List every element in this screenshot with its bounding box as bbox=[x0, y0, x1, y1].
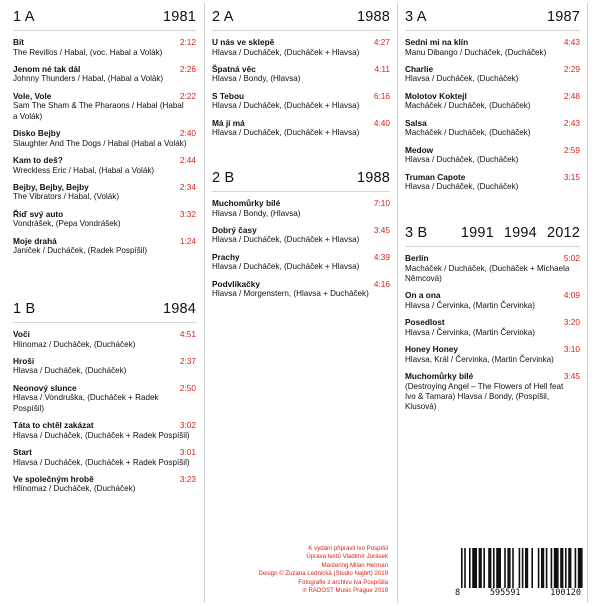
track-title: Muchomůrky bílé bbox=[405, 371, 474, 382]
side-years bbox=[461, 225, 580, 241]
side-year: 1994 bbox=[503, 225, 537, 241]
track-item bbox=[405, 37, 580, 58]
track-title: Jenom né tak dál bbox=[13, 63, 81, 74]
side-years bbox=[163, 301, 196, 317]
credit-line: Design © Zuzana Lednická (Studio Najbrt) 2019 bbox=[258, 570, 388, 578]
side-year: 2012 bbox=[546, 225, 580, 241]
track-credit: The Revillos / Habal, (voc. Habal a Volák) bbox=[13, 47, 163, 57]
track-duration: 5:02 bbox=[563, 253, 580, 263]
track-credit: Hlavsa / Ducháček, (Ducháček) bbox=[405, 155, 519, 165]
side-label: 2 B bbox=[212, 170, 235, 186]
track-title-row bbox=[13, 209, 196, 220]
track-title-row bbox=[405, 290, 580, 301]
side-header bbox=[13, 9, 196, 31]
side-years bbox=[357, 170, 390, 186]
side-header bbox=[13, 301, 196, 323]
track-item bbox=[13, 209, 196, 230]
track-duration: 2:12 bbox=[179, 37, 196, 47]
side-year: 1984 bbox=[162, 301, 196, 317]
barcode bbox=[453, 548, 583, 600]
track-title-row bbox=[13, 420, 196, 431]
track-credit: Hlavsa / Ducháček, (Ducháček + Radek Pospíšil) bbox=[13, 457, 190, 467]
side-1a bbox=[13, 9, 196, 263]
side-header bbox=[212, 9, 390, 31]
track-item bbox=[13, 447, 196, 468]
track-title: Posedlost bbox=[405, 317, 445, 328]
side-2b bbox=[212, 170, 390, 306]
track-credit: Vondrášek, (Pepa Vondrášek) bbox=[13, 219, 121, 229]
column-divider bbox=[397, 3, 398, 603]
barcode-digit-group: 100120 bbox=[550, 588, 581, 598]
track-duration: 1:24 bbox=[179, 235, 196, 246]
track-duration: 7:10 bbox=[373, 198, 390, 208]
track-credit: (Destroying Angel – The Flowers of Hell feat Ivo & Tamara) Hlavsa / Bondy, (Pospíšil, Klusová) bbox=[405, 381, 564, 412]
track-item bbox=[212, 37, 390, 58]
track-item bbox=[13, 356, 196, 377]
track-title: Špatná věc bbox=[212, 63, 256, 74]
track-title-row bbox=[405, 91, 580, 102]
barcode-digit-group: 8 bbox=[455, 588, 461, 598]
column-divider bbox=[587, 3, 588, 603]
side-label: 1 B bbox=[13, 301, 36, 317]
track-duration: 3:10 bbox=[563, 344, 580, 355]
track-item bbox=[13, 91, 196, 122]
track-title: Sedni mi na klín bbox=[405, 37, 469, 47]
track-title: Má jí má bbox=[212, 117, 245, 128]
track-title-row bbox=[13, 182, 196, 193]
track-duration: 4:40 bbox=[373, 117, 390, 128]
side-label: 2 A bbox=[212, 9, 234, 25]
track-credit: Macháček / Ducháček, (Ducháček) bbox=[405, 101, 531, 111]
track-title-row bbox=[13, 155, 196, 166]
side-1b bbox=[13, 301, 196, 501]
track-title-row bbox=[405, 371, 580, 382]
barcode-digits bbox=[453, 588, 583, 600]
track-title-row bbox=[212, 118, 390, 129]
track-title-row bbox=[13, 37, 196, 48]
track-title: Truman Capote bbox=[405, 171, 466, 182]
track-credit: Hlavsa / Ducháček, (Ducháček) bbox=[405, 74, 519, 84]
track-title: Bejby, Bejby, Bejby bbox=[13, 181, 89, 192]
track-duration: 2:34 bbox=[179, 181, 196, 192]
track-duration: 4:43 bbox=[563, 37, 580, 47]
side-label: 1 A bbox=[13, 9, 35, 25]
side-years bbox=[357, 9, 390, 25]
column-3 bbox=[405, 0, 580, 606]
track-item bbox=[212, 225, 390, 246]
track-title-row bbox=[212, 198, 390, 209]
track-credit: Hlavsa / Červinka, (Martin Červinka) bbox=[405, 300, 535, 310]
track-duration: 2:26 bbox=[179, 63, 196, 74]
track-title-row bbox=[212, 252, 390, 263]
track-credit: Hlavsa, Král / Červinka, (Martin Červinka) bbox=[405, 354, 554, 364]
side-label: 3 B bbox=[405, 225, 428, 241]
track-title: Táta to chtěl zakázat bbox=[13, 420, 94, 431]
track-item bbox=[13, 236, 196, 257]
track-duration: 2:43 bbox=[563, 117, 580, 128]
side-2a bbox=[212, 9, 390, 145]
track-item bbox=[405, 344, 580, 365]
track-credit: Hlavsa / Ducháček, (Ducháček + Hlavsa) bbox=[212, 101, 360, 111]
track-item bbox=[405, 172, 580, 193]
track-duration: 2:22 bbox=[179, 90, 196, 101]
track-duration: 2:29 bbox=[563, 63, 580, 74]
track-item bbox=[13, 64, 196, 85]
column-2 bbox=[212, 0, 390, 606]
track-item bbox=[405, 91, 580, 112]
track-title-row bbox=[405, 317, 580, 328]
track-title-row bbox=[13, 356, 196, 367]
track-title-row bbox=[405, 344, 580, 355]
track-title: Podvlíkačky bbox=[212, 278, 260, 289]
track-title-row bbox=[212, 64, 390, 75]
track-credit: Hlavsa / Ducháček, (Ducháček + Hlavsa) bbox=[212, 262, 360, 272]
track-title: Honey Honey bbox=[405, 344, 459, 355]
track-title-row bbox=[405, 64, 580, 75]
side-year: 1988 bbox=[356, 9, 390, 25]
track-title: Neonový slunce bbox=[13, 382, 77, 393]
credit-line: Úprava textů Vladimír Jurásek bbox=[306, 553, 388, 561]
track-duration: 3:45 bbox=[373, 224, 390, 235]
track-title: Řiď svý auto bbox=[13, 208, 64, 219]
track-title: Voči bbox=[13, 329, 30, 339]
track-credit: Hlavsa / Ducháček, (Ducháček + Hlavsa) bbox=[212, 47, 360, 57]
track-duration: 3:20 bbox=[563, 317, 580, 328]
track-duration: 6:16 bbox=[373, 90, 390, 101]
track-credit: Wreckless Eric / Habal, (Habal a Volák) bbox=[13, 165, 155, 175]
track-item bbox=[212, 118, 390, 139]
track-credit: Hlavsa / Ducháček, (Ducháček) bbox=[13, 366, 127, 376]
track-title-row bbox=[405, 37, 580, 48]
track-title: Charlie bbox=[405, 63, 434, 74]
track-title: Berlín bbox=[405, 253, 429, 263]
side-3a bbox=[405, 9, 580, 198]
track-title: Start bbox=[13, 447, 32, 458]
track-duration: 4:16 bbox=[373, 278, 390, 289]
side-year: 1988 bbox=[356, 170, 390, 186]
track-title-row bbox=[405, 118, 580, 129]
side-years bbox=[547, 9, 580, 25]
side-year: 1987 bbox=[546, 9, 580, 25]
track-credit: Macháček / Ducháček, (Ducháček) bbox=[405, 128, 531, 138]
track-duration: 3:23 bbox=[179, 473, 196, 484]
track-duration: 3:32 bbox=[179, 208, 196, 219]
side-year: 1981 bbox=[162, 9, 196, 25]
track-credit: Hlavsa / Červinka, (Martin Červinka) bbox=[405, 327, 535, 337]
track-title: Medow bbox=[405, 144, 434, 155]
track-title: S Tebou bbox=[212, 90, 245, 101]
track-title-row bbox=[212, 37, 390, 48]
track-credit: Hlavsa / Ducháček, (Ducháček + Hlavsa) bbox=[212, 128, 360, 138]
track-item bbox=[13, 37, 196, 58]
track-duration: 2:44 bbox=[179, 155, 196, 166]
track-title: Dobrý časy bbox=[212, 224, 257, 235]
track-duration: 4:51 bbox=[179, 329, 196, 339]
track-item bbox=[13, 329, 196, 350]
track-title: Vole, Vole bbox=[13, 90, 52, 101]
track-item bbox=[13, 420, 196, 441]
side-3b bbox=[405, 225, 580, 419]
track-duration: 4:27 bbox=[373, 37, 390, 47]
track-title-row bbox=[13, 64, 196, 75]
track-duration: 2:37 bbox=[179, 355, 196, 366]
side-year: 1991 bbox=[460, 225, 494, 241]
column-1 bbox=[13, 0, 196, 606]
track-title-row bbox=[13, 383, 196, 394]
track-credit: Janiček / Ducháček, (Radek Pospíšil) bbox=[13, 246, 148, 256]
track-item bbox=[212, 91, 390, 112]
track-title: Prachy bbox=[212, 251, 240, 262]
track-title-row bbox=[212, 91, 390, 102]
track-title: Moje drahá bbox=[13, 235, 57, 246]
track-item bbox=[405, 64, 580, 85]
track-credit: Hlinomaz / Ducháček, (Ducháček) bbox=[13, 484, 136, 494]
credit-line: ℗ RADOST Music Prague 2019 bbox=[302, 587, 388, 595]
barcode-digit-group: 595591 bbox=[489, 588, 521, 598]
side-header bbox=[405, 225, 580, 247]
track-title-row bbox=[13, 329, 196, 340]
track-item bbox=[13, 182, 196, 203]
track-credit: Hlavsa / Ducháček, (Ducháček + Radek Pospíšil) bbox=[13, 430, 190, 440]
track-title: Ve společným hrobě bbox=[13, 473, 94, 484]
track-duration: 3:01 bbox=[179, 447, 196, 458]
track-duration: 4:11 bbox=[374, 63, 390, 74]
track-title-row bbox=[13, 128, 196, 139]
side-label: 3 A bbox=[405, 9, 427, 25]
track-title: Bít bbox=[13, 37, 25, 47]
track-title-row bbox=[212, 225, 390, 236]
track-item bbox=[405, 118, 580, 139]
track-item bbox=[212, 252, 390, 273]
track-item bbox=[212, 198, 390, 219]
track-credit: Manu Dibango / Ducháček, (Ducháček) bbox=[405, 47, 547, 57]
track-duration: 2:48 bbox=[563, 90, 580, 101]
track-credit: Hlavsa / Vondruška, (Ducháček + Radek Pospíšil) bbox=[13, 393, 159, 413]
side-header bbox=[405, 9, 580, 31]
track-item bbox=[13, 128, 196, 149]
track-title-row bbox=[13, 474, 196, 485]
track-title: Molotov Koktejl bbox=[405, 90, 467, 101]
track-title-row bbox=[405, 145, 580, 156]
track-duration: 2:40 bbox=[179, 128, 196, 139]
side-header bbox=[212, 170, 390, 192]
track-credit: Slaughter And The Dogs / Habal (Habal a Volák) bbox=[13, 138, 187, 148]
track-title: On a ona bbox=[405, 290, 441, 301]
track-item bbox=[405, 317, 580, 338]
track-title: U nás ve sklepě bbox=[212, 37, 275, 47]
track-title: Salsa bbox=[405, 117, 427, 128]
track-duration: 4:09 bbox=[563, 290, 580, 301]
track-item bbox=[212, 64, 390, 85]
track-title-row bbox=[405, 253, 580, 264]
track-credit: Hlavsa / Ducháček, (Ducháček + Hlavsa) bbox=[212, 235, 360, 245]
track-item bbox=[405, 371, 580, 413]
track-title-row bbox=[13, 91, 196, 102]
track-item bbox=[13, 155, 196, 176]
track-item bbox=[13, 474, 196, 495]
track-duration: 3:45 bbox=[563, 371, 580, 382]
track-duration: 3:15 bbox=[563, 171, 580, 182]
track-title: Muchomůrky bílé bbox=[212, 198, 281, 208]
track-item bbox=[212, 279, 390, 300]
track-title: Hroši bbox=[13, 355, 35, 366]
track-title: Disko Bejby bbox=[13, 128, 61, 139]
track-item bbox=[13, 383, 196, 414]
track-title-row bbox=[13, 447, 196, 458]
track-credit: Johnny Thunders / Habal, (Habal a Volák) bbox=[13, 74, 164, 84]
track-title-row bbox=[13, 236, 196, 247]
column-divider bbox=[204, 3, 205, 603]
track-duration: 2:59 bbox=[563, 144, 580, 155]
track-duration: 4:39 bbox=[373, 251, 390, 262]
track-title: Kam to deš? bbox=[13, 155, 63, 166]
side-years bbox=[163, 9, 196, 25]
credit-line: Fotografie z archivu Iva Pospíšila bbox=[298, 578, 388, 586]
track-duration: 2:50 bbox=[179, 382, 196, 393]
track-item bbox=[405, 290, 580, 311]
track-credit: Sam The Sham & The Pharaons / Habal (Habal a Volák) bbox=[13, 101, 184, 121]
track-credit: Hlavsa / Bondy, (Hlavsa) bbox=[212, 208, 301, 218]
track-credit: Hlinomaz / Ducháček, (Ducháček) bbox=[13, 339, 136, 349]
track-duration: 3:02 bbox=[179, 420, 196, 431]
track-credit: Hlavsa / Bondy, (Hlavsa) bbox=[212, 74, 301, 84]
track-credit: Macháček / Ducháček, (Ducháček + Michaela Němcová) bbox=[405, 263, 570, 283]
track-title-row bbox=[212, 279, 390, 290]
track-item bbox=[405, 145, 580, 166]
production-credits bbox=[214, 545, 388, 595]
track-credit: Hlavsa / Ducháček, (Ducháček) bbox=[405, 182, 519, 192]
credit-line: K vydání připravil Ivo Pospíšil bbox=[308, 545, 388, 552]
credit-line: Mastering Milan Herman bbox=[321, 561, 388, 569]
track-credit: The Vibrators / Habal, (Volák) bbox=[13, 192, 120, 202]
track-credit: Hlavsa / Morgenstern, (Hlavsa + Ducháček) bbox=[212, 289, 369, 299]
track-title-row bbox=[405, 172, 580, 183]
track-item bbox=[405, 253, 580, 284]
